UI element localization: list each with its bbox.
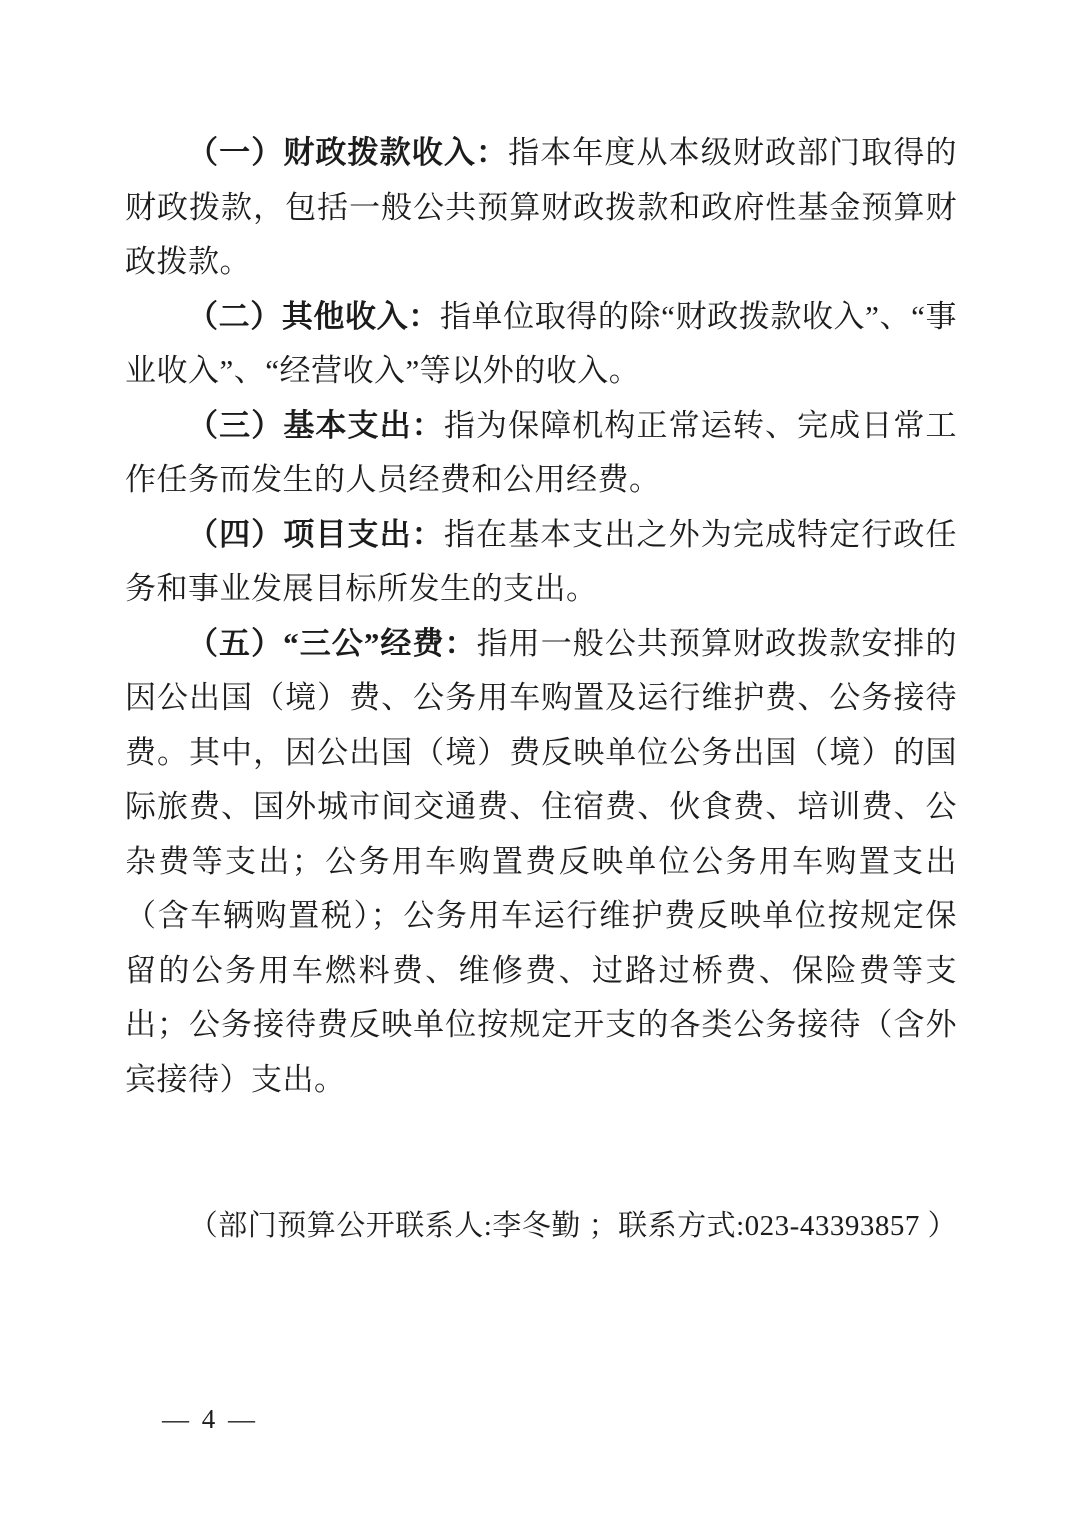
definition-term-label: （二）其他收入： xyxy=(187,298,440,334)
definition-term-label: （四）项目支出： xyxy=(187,516,444,552)
definition-text: 指为保障机构正常运转、完成日常工作任务而发生的人员经费和公用经费。 xyxy=(125,407,958,497)
definition-term-label: （三）基本支出： xyxy=(187,407,444,443)
document-body xyxy=(125,126,957,1253)
definition-text: 指在基本支出之外为完成特定行政任务和事业发展目标所发生的支出。 xyxy=(125,516,958,606)
page-number: — 4 — xyxy=(162,1404,258,1434)
definition-paragraph xyxy=(125,508,957,617)
definition-term-label: （一）财政拨款收入： xyxy=(187,135,509,170)
definition-text: 指用一般公共预算财政拨款安排的因公出国（境）费、公务用车购置及运行维护费、公务接待费。其中，因公出国（境）费反映单位公务出国（境）的国际旅费、国外城市间交通费、住宿费、伙食费、培训费、公杂费等支出；公务用车购置费反映单位公务用车购置支出（含车辆购置税）；公务用车运行维护费反映单位按规定保留的公务用车燃料费、维修费、过路过桥费、保险费等支出；公务接待费反映单位按规定开支的各类公务接待（含外宾接待）支出。 xyxy=(125,625,957,1097)
definition-paragraph xyxy=(125,617,957,1108)
definition-paragraph xyxy=(125,290,957,399)
definition-term-label: （五）“三公”经费： xyxy=(187,625,477,661)
definition-paragraph xyxy=(125,126,957,290)
contact-line: （部门预算公开联系人:李冬勤 ；联系方式:023-43393857 ） xyxy=(188,1210,958,1242)
definition-text: 指本年度从本级财政部门取得的财政拨款，包括一般公共预算财政拨款和政府性基金预算财政拨款。 xyxy=(125,135,958,279)
definition-text: 指单位取得的除“财政拨款收入”、“事业收入”、“经营收入”等以外的收入。 xyxy=(125,298,957,388)
definition-paragraph xyxy=(125,399,957,508)
